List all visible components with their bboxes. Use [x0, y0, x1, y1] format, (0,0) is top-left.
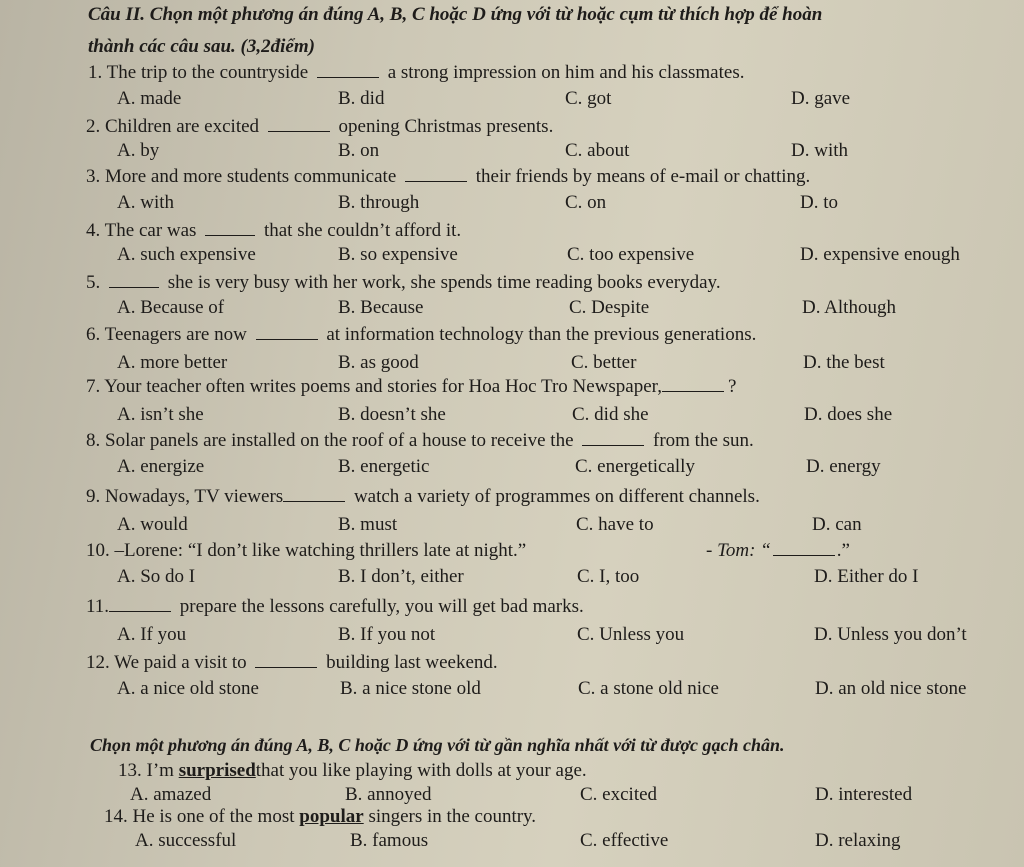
option-a[interactable]: A. isn’t she: [117, 404, 204, 425]
option-c[interactable]: C. better: [571, 352, 637, 373]
question-text: prepare the lessons carefully, you will get bad marks.: [179, 596, 584, 617]
options-q5: [0, 297, 1024, 321]
question-4: [86, 220, 461, 242]
question-11: [86, 596, 584, 618]
question-number: 10.: [86, 540, 110, 561]
option-d[interactable]: D. relaxing: [815, 830, 901, 851]
option-b[interactable]: B. must: [338, 514, 398, 535]
question-text: opening Christmas presents.: [338, 116, 554, 137]
question-number: 6.: [86, 324, 101, 345]
option-a[interactable]: A. a nice old stone: [117, 678, 259, 699]
option-c[interactable]: C. a stone old nice: [578, 678, 719, 699]
question-text: their friends by means of e-mail or chatting.: [475, 166, 811, 187]
question-text: .”: [836, 540, 850, 561]
answer-blank: [317, 63, 379, 78]
question-text: a strong impression on him and his classmates.: [387, 62, 745, 83]
question-text: watch a variety of programmes on different channels.: [353, 486, 760, 507]
option-a[interactable]: A. energize: [117, 456, 205, 477]
question-number: 8.: [86, 430, 101, 451]
answer-blank: [256, 325, 318, 340]
option-a[interactable]: A. So do I: [117, 566, 196, 587]
question-text: –Lorene: “I don’t like watching thrillers late at night.”: [114, 540, 527, 561]
question-text: I’m: [146, 760, 174, 781]
option-a[interactable]: A. made: [117, 88, 182, 109]
option-a[interactable]: A. Because of: [117, 297, 225, 318]
option-c[interactable]: C. on: [565, 192, 607, 213]
option-a[interactable]: A. successful: [135, 830, 237, 851]
question-2: [86, 116, 553, 138]
question-number: 13.: [118, 760, 142, 781]
question-number: 5.: [86, 272, 101, 293]
question-10: [86, 540, 526, 562]
answer-blank: [283, 487, 345, 502]
question-text: The trip to the countryside: [106, 62, 309, 83]
option-c[interactable]: C. Unless you: [577, 624, 685, 645]
question-3: [86, 166, 810, 188]
option-b[interactable]: B. on: [338, 140, 380, 161]
answer-blank: [268, 117, 330, 132]
option-c[interactable]: C. effective: [580, 830, 669, 851]
option-d[interactable]: D. gave: [791, 88, 851, 109]
section-title-line-2: thành các câu sau. (3,2điểm): [88, 36, 315, 57]
answer-blank: [255, 653, 317, 668]
section-2-title: Chọn một phương án đúng A, B, C hoặc D ứng với từ gần nghĩa nhất với từ được gạch chân.: [90, 735, 785, 755]
option-a[interactable]: A. amazed: [130, 784, 212, 805]
options-q10: [0, 566, 1024, 590]
answer-blank: [773, 541, 835, 556]
option-d[interactable]: D. Unless you don’t: [814, 624, 967, 645]
option-a[interactable]: A. more better: [117, 352, 228, 373]
option-d[interactable]: D. Although: [802, 297, 896, 318]
underlined-word: surprised: [178, 760, 256, 781]
question-9: [86, 486, 760, 508]
question-text: - Tom: “: [706, 540, 771, 561]
question-text: Teenagers are now: [104, 324, 247, 345]
option-a[interactable]: A. by: [117, 140, 160, 161]
question-14: [104, 806, 536, 828]
option-b[interactable]: B. If you not: [338, 624, 436, 645]
option-d[interactable]: D. with: [791, 140, 848, 161]
option-a[interactable]: A. If you: [117, 624, 187, 645]
question-8: [86, 430, 754, 452]
option-a[interactable]: A. would: [117, 514, 188, 535]
option-d[interactable]: D. Either do I: [814, 566, 919, 587]
option-b[interactable]: B. so expensive: [338, 244, 458, 265]
options-q4: [0, 244, 1024, 268]
options-q3: [0, 192, 1024, 216]
options-q6: [0, 352, 1024, 376]
question-text: Your teacher often writes poems and stories for Hoa Hoc Tro Newspaper,: [104, 376, 662, 397]
question-number: 12.: [86, 652, 110, 673]
option-d[interactable]: D. an old nice stone: [815, 678, 967, 699]
question-number: 2.: [86, 116, 101, 137]
question-number: 3.: [86, 166, 101, 187]
option-d[interactable]: D. the best: [803, 352, 885, 373]
underlined-word: popular: [299, 806, 364, 827]
options-q13: [0, 784, 1024, 808]
option-c[interactable]: C. Despite: [569, 297, 650, 318]
option-b[interactable]: B. doesn’t she: [338, 404, 446, 425]
question-number: 9.: [86, 486, 101, 507]
option-a[interactable]: A. such expensive: [117, 244, 256, 265]
question-text: at information technology than the previous generations.: [326, 324, 757, 345]
answer-blank: [205, 221, 255, 236]
option-d[interactable]: D. to: [800, 192, 838, 213]
option-d[interactable]: D. does she: [804, 404, 893, 425]
options-q9: [0, 514, 1024, 538]
option-c[interactable]: C. excited: [580, 784, 658, 805]
section-title-line-1: Câu II. Chọn một phương án đúng A, B, C hoặc D ứng với từ hoặc cụm từ thích hợp để hoàn: [88, 4, 823, 25]
question-number: 14.: [104, 806, 128, 827]
question-text: Nowadays, TV viewers: [105, 486, 284, 507]
question-text: Children are excited: [105, 116, 260, 137]
option-b[interactable]: B. energetic: [338, 456, 430, 477]
question-text: He is one of the most: [132, 806, 295, 827]
question-number: 4.: [86, 220, 101, 241]
answer-blank: [662, 377, 724, 392]
question-6: [86, 324, 756, 346]
question-number: 7.: [86, 376, 101, 397]
option-c[interactable]: C. too expensive: [567, 244, 695, 265]
option-b[interactable]: B. did: [338, 88, 385, 109]
question-text: We paid a visit to: [114, 652, 247, 673]
question-number: 1.: [88, 62, 103, 83]
option-c[interactable]: C. about: [565, 140, 630, 161]
options-q2: [0, 140, 1024, 164]
question-5: [86, 272, 721, 294]
option-c[interactable]: C. got: [565, 88, 612, 109]
option-a[interactable]: A. with: [117, 192, 174, 213]
option-d[interactable]: D. energy: [806, 456, 881, 477]
question-text: from the sun.: [653, 430, 754, 451]
question-1: [88, 62, 744, 84]
options-q8: [0, 456, 1024, 480]
option-b[interactable]: B. famous: [350, 830, 429, 851]
question-text: building last weekend.: [326, 652, 498, 673]
question-text: she is very busy with her work, she spends time reading books everyday.: [167, 272, 721, 293]
question-12: [86, 652, 498, 674]
question-text: ?: [728, 376, 737, 397]
options-q14: [0, 830, 1024, 854]
answer-blank: [582, 431, 644, 446]
option-c[interactable]: C. did she: [572, 404, 649, 425]
question-10-response: [706, 540, 850, 562]
question-7: [86, 376, 736, 398]
answer-blank: [109, 273, 159, 288]
question-text: that you like playing with dolls at your age.: [255, 760, 587, 781]
options-q11: [0, 624, 1024, 648]
option-b[interactable]: B. through: [338, 192, 420, 213]
question-number: 11.: [86, 596, 110, 617]
option-d[interactable]: D. expensive enough: [800, 244, 960, 265]
option-b[interactable]: B. as good: [338, 352, 419, 373]
options-q12: [0, 678, 1024, 702]
option-d[interactable]: D. interested: [815, 784, 913, 805]
options-q1: [0, 88, 1024, 112]
option-b[interactable]: B. annoyed: [345, 784, 432, 805]
option-c[interactable]: C. I, too: [577, 566, 640, 587]
option-c[interactable]: C. energetically: [575, 456, 695, 477]
answer-blank: [109, 597, 171, 612]
answer-blank: [405, 167, 467, 182]
option-c[interactable]: C. have to: [576, 514, 654, 535]
question-text: Solar panels are installed on the roof of a house to receive the: [105, 430, 574, 451]
option-b[interactable]: B. I don’t, either: [338, 566, 464, 587]
question-text: that she couldn’t afford it.: [263, 220, 462, 241]
option-b[interactable]: B. Because: [338, 297, 424, 318]
question-text: More and more students communicate: [105, 166, 397, 187]
question-text: singers in the country.: [368, 806, 537, 827]
question-text: The car was: [104, 220, 197, 241]
option-b[interactable]: B. a nice stone old: [340, 678, 481, 699]
options-q7: [0, 404, 1024, 428]
option-d[interactable]: D. can: [812, 514, 862, 535]
question-13: [118, 760, 587, 782]
